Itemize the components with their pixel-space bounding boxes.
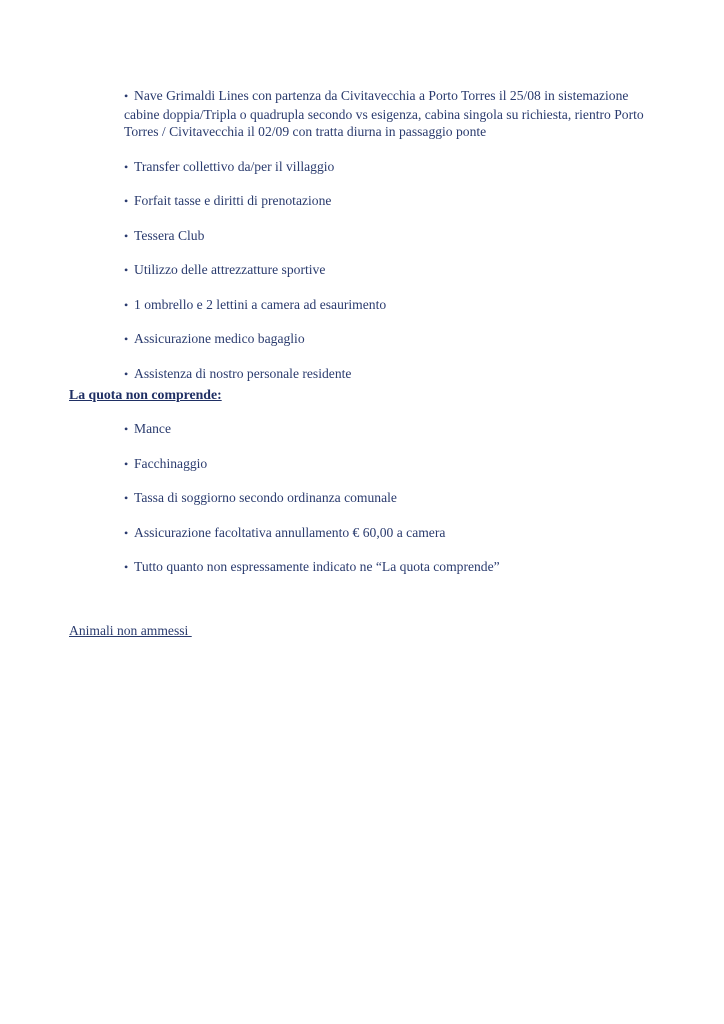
included-items-list: [124, 87, 644, 399]
pets-not-allowed-note: Animali non ammessi: [69, 623, 192, 638]
list-item: [124, 489, 644, 508]
bullet-icon: •: [124, 366, 129, 381]
bullet-icon: •: [124, 525, 129, 540]
bullet-icon: •: [124, 297, 129, 312]
bullet-icon: •: [124, 560, 129, 574]
list-item: [124, 158, 644, 177]
list-item-text: Forfait tasse e diritti di prenotazione: [134, 193, 332, 208]
bullet-icon: •: [124, 456, 129, 471]
list-item-text: Utilizzo delle attrezzatture sportive: [134, 262, 326, 277]
list-item-text: Assicurazione medico bagaglio: [134, 331, 305, 346]
bullet-icon: •: [124, 228, 129, 243]
list-item-text: Tutto quanto non espressamente indicato ne “La quota comprende”: [134, 559, 500, 574]
list-item: [124, 558, 644, 577]
list-item: [124, 330, 644, 349]
bullet-icon: •: [124, 263, 129, 277]
list-item-text: Nave Grimaldi Lines con partenza da Civitavecchia a Porto Torres il 25/08 in sistemazione cabine doppia/Tripla o quadrupla secondo vs esigenza, cabina singola su richiesta, rientro Porto Torres / Civitavecchia il 02/09 con tratta diurna in passaggio ponte: [124, 88, 644, 139]
list-item-text: Mance: [134, 421, 171, 436]
list-item-text: Assistenza di nostro personale residente: [134, 365, 352, 381]
list-item-text: Tassa di soggiorno secondo ordinanza comunale: [134, 490, 397, 505]
bullet-icon: •: [124, 491, 129, 505]
bullet-icon: •: [124, 159, 129, 174]
list-item: [124, 296, 644, 315]
list-item: [124, 87, 644, 141]
bullet-icon: •: [124, 332, 129, 346]
list-item: [124, 261, 644, 280]
list-item: [124, 227, 644, 246]
list-item-text: 1 ombrello e 2 lettini a camera ad esaurimento: [134, 296, 387, 312]
list-item-text: Facchinaggio: [134, 455, 208, 471]
excluded-items-list: [124, 420, 644, 593]
list-item: [124, 455, 644, 474]
list-item: [124, 420, 644, 439]
list-item-text: Assicurazione facoltativa annullamento € 60,00 a camera: [134, 524, 446, 540]
list-item: [124, 524, 644, 543]
bullet-icon: •: [124, 89, 129, 103]
list-item: [124, 192, 644, 211]
list-item-text: Transfer collettivo da/per il villaggio: [134, 158, 335, 174]
list-item: [124, 365, 644, 384]
excludes-heading: La quota non comprende:: [69, 387, 222, 402]
bullet-icon: •: [124, 194, 129, 208]
list-item-text: Tessera Club: [134, 227, 205, 243]
bullet-icon: •: [124, 422, 129, 436]
